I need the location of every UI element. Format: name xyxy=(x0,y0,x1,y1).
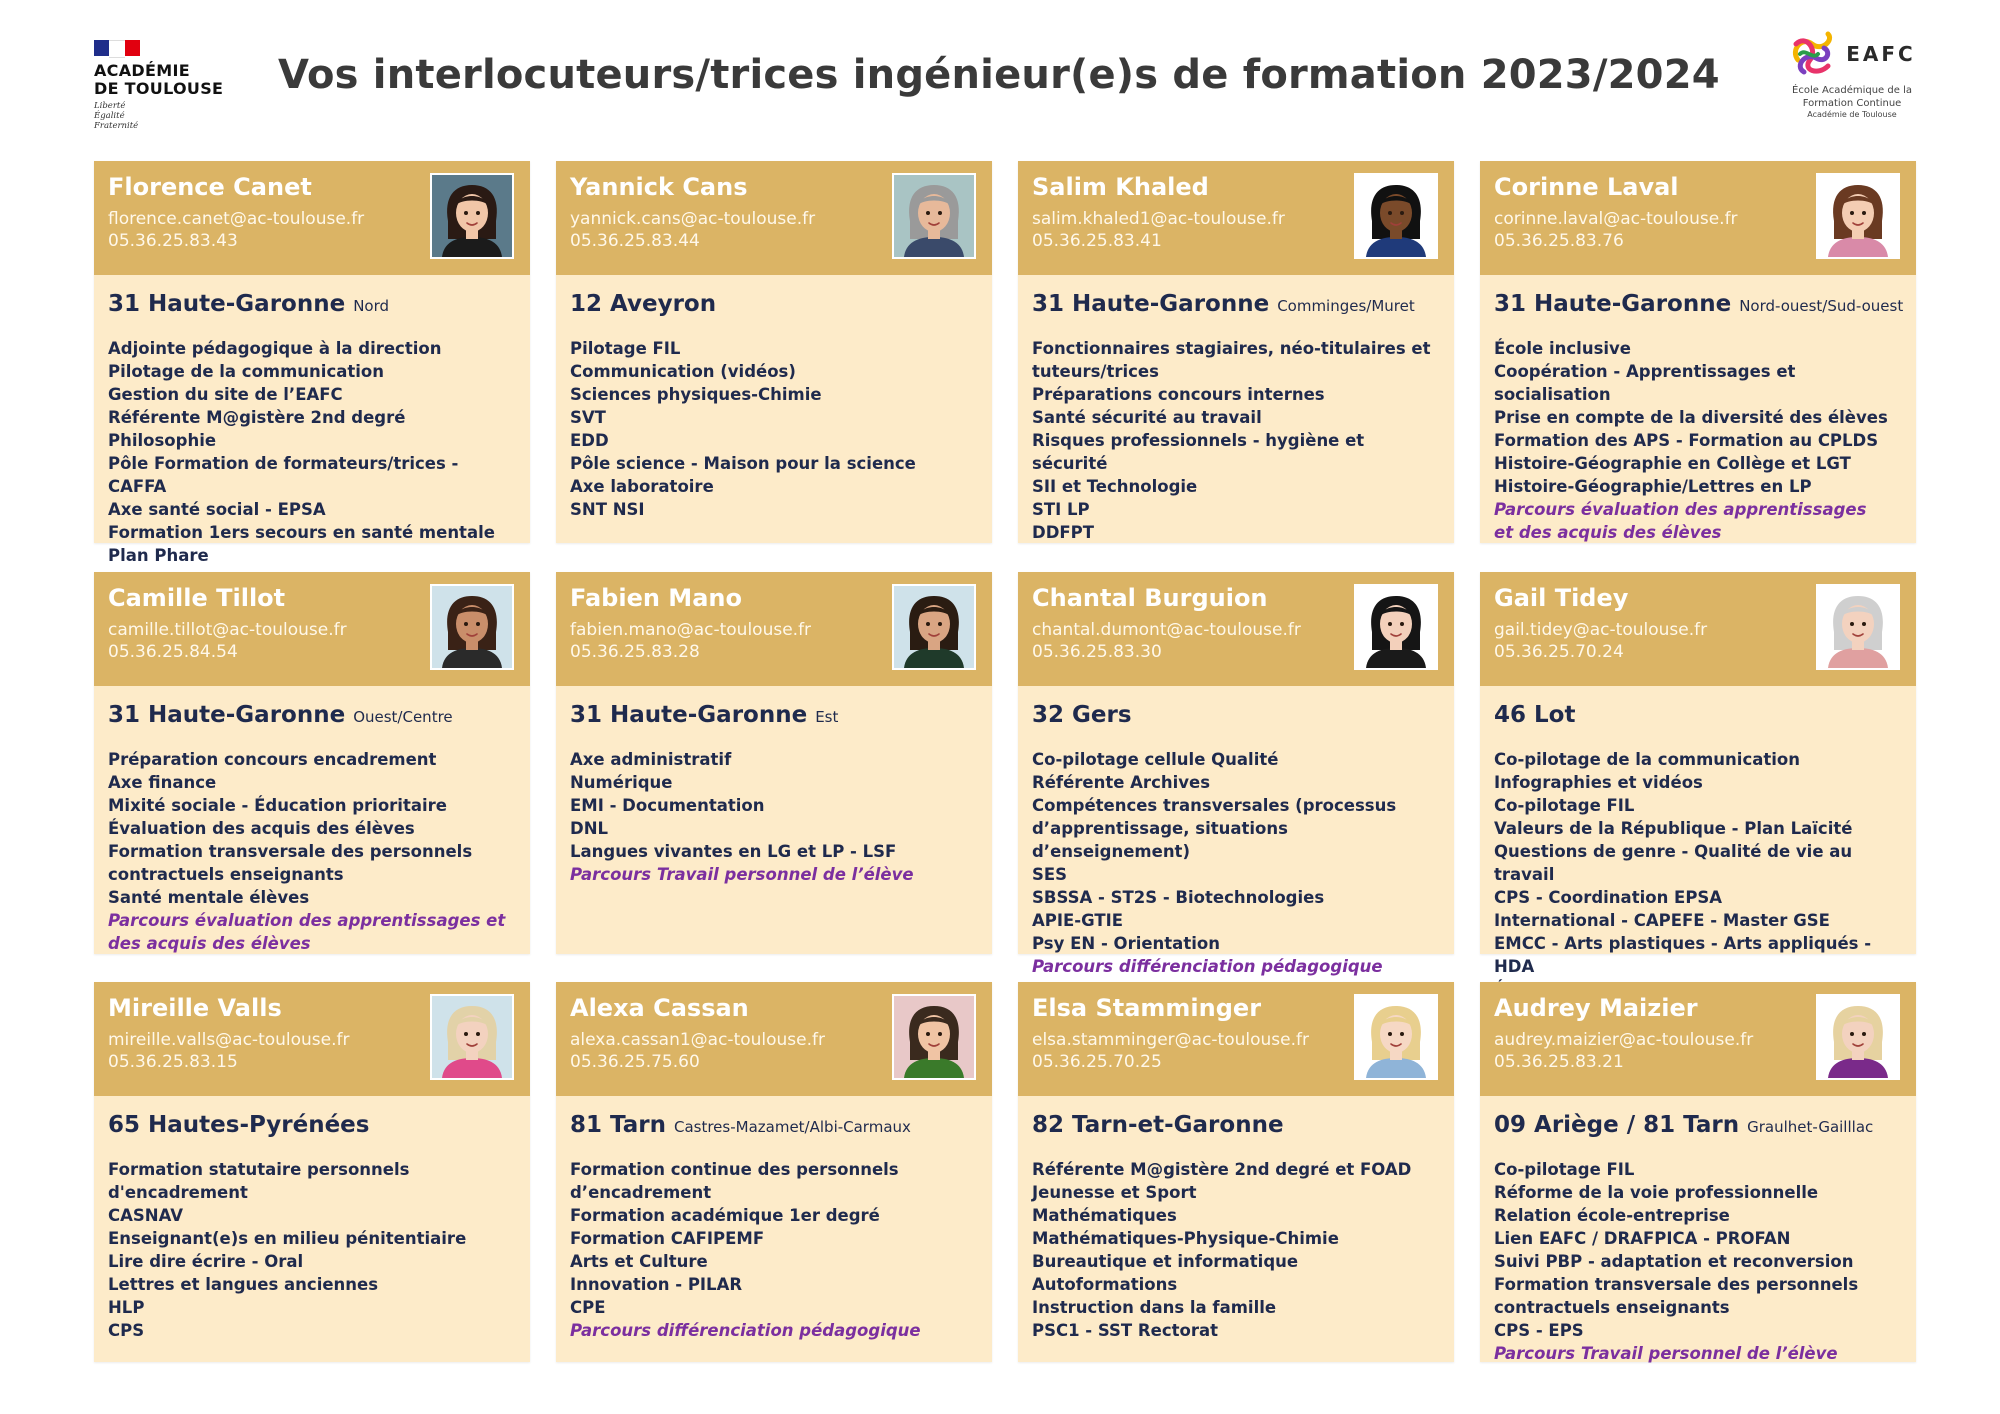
responsibility-item: Parcours Travail personnel de l’élève xyxy=(1494,1344,1838,1363)
responsibility-item: SBSSA - ST2S - Biotechnologies xyxy=(1032,888,1325,907)
eafc-knot-icon xyxy=(1788,30,1836,78)
responsibility-item: Parcours différenciation pédagogique xyxy=(1032,957,1383,976)
responsibility-item: Préparations concours internes xyxy=(1032,385,1325,404)
department-line xyxy=(1032,1112,1440,1138)
responsibility-item: Relation école-entreprise xyxy=(1494,1206,1730,1225)
card-body xyxy=(1018,291,1454,544)
responsibility-item: Innovation - PILAR xyxy=(570,1275,743,1294)
responsibility-item: DNL xyxy=(570,819,609,838)
responsibility-item: et des acquis des élèves xyxy=(1494,523,1722,542)
department-name: 31 Haute-Garonne xyxy=(108,291,346,317)
card-body xyxy=(1480,1112,1916,1365)
responsibility-item: Lire dire écrire - Oral xyxy=(108,1252,304,1271)
responsibility-list xyxy=(1494,337,1902,544)
responsibility-list xyxy=(1032,1158,1440,1342)
responsibility-item: DDFPT xyxy=(1032,523,1095,542)
email-link[interactable]: alexa.cassan1@ac-toulouse.fr xyxy=(570,1030,825,1050)
responsibility-item: Mathématiques xyxy=(1032,1206,1177,1225)
card-body xyxy=(1480,702,1916,1001)
responsibility-list xyxy=(570,1158,978,1342)
card-header xyxy=(556,982,992,1096)
responsibility-item: Histoire-Géographie/Lettres en LP xyxy=(1494,477,1812,496)
responsibility-item: Référente Archives xyxy=(1032,773,1211,792)
person-name: Yannick Cans xyxy=(570,173,748,201)
department-line xyxy=(108,291,516,317)
person-portrait-icon xyxy=(1818,175,1898,257)
contact-card-1 xyxy=(556,161,992,543)
responsibility-item: Histoire-Géographie en Collège et LGT xyxy=(1494,454,1851,473)
avatar xyxy=(430,994,514,1080)
department-line xyxy=(570,291,978,317)
responsibility-item: Parcours différenciation pédagogique xyxy=(570,1321,921,1340)
responsibility-item: Instruction dans la famille xyxy=(1032,1298,1277,1317)
responsibility-item: SNT NSI xyxy=(570,500,645,519)
department-name: 31 Haute-Garonne xyxy=(570,702,808,728)
department-subzone: Nord xyxy=(353,297,390,315)
department-name: 31 Haute-Garonne xyxy=(108,702,346,728)
responsibility-item: Fonctionnaires stagiaires, néo-titulaires et xyxy=(1032,339,1431,358)
responsibility-item: d’apprentissage, situations d’enseignement) xyxy=(1032,819,1288,861)
contact-card-9 xyxy=(556,982,992,1362)
person-name: Camille Tillot xyxy=(108,584,286,612)
department-name: 31 Haute-Garonne xyxy=(1494,291,1732,317)
avatar xyxy=(892,994,976,1080)
card-body xyxy=(1018,702,1454,978)
responsibility-item: Lien EAFC / DRAFPICA - PROFAN xyxy=(1494,1229,1791,1248)
person-name: Chantal Burguion xyxy=(1032,584,1268,612)
responsibility-item: Évaluation des acquis des élèves xyxy=(108,819,415,838)
french-flag-icon xyxy=(94,40,140,56)
responsibility-item: Arts et Culture xyxy=(570,1252,708,1271)
responsibility-item: Formation statutaire personnels xyxy=(108,1160,410,1179)
responsibility-item: Compétences transversales (processus xyxy=(1032,796,1397,815)
person-portrait-icon xyxy=(432,586,512,668)
card-header xyxy=(1018,161,1454,275)
contact-card-0 xyxy=(94,161,530,565)
responsibility-item: Sciences physiques-Chimie xyxy=(570,385,822,404)
responsibility-item: Communication (vidéos) xyxy=(570,362,796,381)
person-portrait-icon xyxy=(894,996,974,1078)
contact-card-2 xyxy=(1018,161,1454,543)
eafc-subtitle xyxy=(1772,84,1932,110)
responsibility-item: Autoformations xyxy=(1032,1275,1178,1294)
phone-number: 05.36.25.83.21 xyxy=(1494,1052,1624,1072)
responsibility-item: Référente M@gistère 2nd degré et FOAD xyxy=(1032,1160,1412,1179)
responsibility-item: Risques professionnels - hygiène et sécurité xyxy=(1032,431,1365,473)
department-line xyxy=(108,1112,516,1138)
responsibility-item: Valeurs de la République - Plan Laïcité xyxy=(1494,819,1853,838)
eafc-logo xyxy=(1772,30,1932,119)
responsibility-item: Formation des APS - Formation au CPLDS xyxy=(1494,431,1879,450)
responsibility-item: Mathématiques-Physique-Chimie xyxy=(1032,1229,1339,1248)
responsibility-item: Prise en compte de la diversité des élèves xyxy=(1494,408,1888,427)
person-name: Elsa Stamminger xyxy=(1032,994,1262,1022)
person-name: Alexa Cassan xyxy=(570,994,749,1022)
email-link[interactable]: mireille.valls@ac-toulouse.fr xyxy=(108,1030,350,1050)
email-link[interactable]: fabien.mano@ac-toulouse.fr xyxy=(570,620,812,640)
responsibility-list xyxy=(108,1158,516,1342)
responsibility-item: Langues vivantes en LG et LP - LSF xyxy=(570,842,897,861)
department-line xyxy=(570,1112,978,1138)
eafc-sub-1: École Académique de la xyxy=(1792,85,1912,96)
responsibility-item: Bureautique et informatique xyxy=(1032,1252,1299,1271)
responsibility-item: d’encadrement xyxy=(570,1183,712,1202)
responsibility-item: Co-pilotage de la communication xyxy=(1494,750,1800,769)
responsibility-list xyxy=(108,337,516,567)
responsibility-item: Formation transversale des personnels xyxy=(1494,1275,1859,1294)
email-link[interactable]: chantal.dumont@ac-toulouse.fr xyxy=(1032,620,1301,640)
phone-number: 05.36.25.75.60 xyxy=(570,1052,700,1072)
person-portrait-icon xyxy=(894,586,974,668)
card-body xyxy=(94,1112,530,1342)
person-portrait-icon xyxy=(1356,175,1436,257)
person-portrait-icon xyxy=(894,175,974,257)
email-link[interactable]: camille.tillot@ac-toulouse.fr xyxy=(108,620,347,640)
card-body xyxy=(556,702,992,886)
contact-card-6 xyxy=(1018,572,1454,976)
responsibility-list xyxy=(570,748,978,886)
responsibility-item: Axe administratif xyxy=(570,750,732,769)
responsibility-item: Parcours évaluation des apprentissages et xyxy=(108,911,506,930)
department-line xyxy=(1494,702,1902,728)
responsibility-item: École inclusive xyxy=(1494,339,1631,358)
card-body xyxy=(1480,291,1916,544)
republic-motto xyxy=(94,101,244,131)
responsibility-list xyxy=(108,748,516,955)
email-link[interactable]: salim.khaled1@ac-toulouse.fr xyxy=(1032,209,1285,229)
department-line xyxy=(1032,291,1440,317)
department-subzone: Castres-Mazamet/Albi-Carmaux xyxy=(673,1118,911,1136)
responsibility-item: CPS - EPS xyxy=(1494,1321,1584,1340)
department-line xyxy=(108,702,516,728)
responsibility-item: tuteurs/trices xyxy=(1032,362,1159,381)
phone-number: 05.36.25.83.43 xyxy=(108,231,238,251)
card-header xyxy=(94,161,530,275)
department-name: 46 Lot xyxy=(1494,702,1576,728)
responsibility-item: CPS xyxy=(108,1321,145,1340)
responsibility-item: STI LP xyxy=(1032,500,1090,519)
contact-card-5 xyxy=(556,572,992,954)
card-header xyxy=(94,572,530,686)
responsibility-item: SII et Technologie xyxy=(1032,477,1198,496)
person-portrait-icon xyxy=(1356,996,1436,1078)
phone-number: 05.36.25.83.41 xyxy=(1032,231,1162,251)
department-subzone: Graulhet-Gailllac xyxy=(1747,1118,1874,1136)
department-subzone: Est xyxy=(815,708,839,726)
email-link[interactable]: corinne.laval@ac-toulouse.fr xyxy=(1494,209,1738,229)
page-title: Vos interlocuteurs/trices ingénieur(e)s de formation 2023/2024 xyxy=(278,52,1720,98)
eafc-name: EAFC xyxy=(1846,42,1916,66)
contact-card-7 xyxy=(1480,572,1916,976)
contact-card-4 xyxy=(94,572,530,954)
department-name: 09 Ariège / 81 Tarn xyxy=(1494,1112,1740,1138)
department-name: 65 Hautes-Pyrénées xyxy=(108,1112,370,1138)
responsibility-list xyxy=(570,337,978,521)
avatar xyxy=(892,173,976,259)
card-header xyxy=(1480,982,1916,1096)
email-link[interactable]: florence.canet@ac-toulouse.fr xyxy=(108,209,365,229)
responsibility-item: Santé mentale élèves xyxy=(108,888,310,907)
responsibility-item: Formation CAFIPEMF xyxy=(570,1229,765,1248)
responsibility-item: APIE-GTIE xyxy=(1032,911,1124,930)
person-portrait-icon xyxy=(1818,996,1898,1078)
responsibility-item: Numérique xyxy=(570,773,673,792)
academie-line-1: ACADÉMIE xyxy=(94,61,190,80)
responsibility-item: Suivi PBP - adaptation et reconversion xyxy=(1494,1252,1854,1271)
department-line xyxy=(570,702,978,728)
responsibility-item: Axe finance xyxy=(108,773,217,792)
responsibility-item: Préparation concours encadrement xyxy=(108,750,437,769)
responsibility-item: Adjointe pédagogique à la direction xyxy=(108,339,442,358)
person-name: Salim Khaled xyxy=(1032,173,1209,201)
responsibility-item: Axe laboratoire xyxy=(570,477,714,496)
responsibility-item: PSC1 - SST Rectorat xyxy=(1032,1321,1218,1340)
academie-logo xyxy=(94,40,244,131)
responsibility-item: Formation académique 1er degré xyxy=(570,1206,880,1225)
responsibility-item: Parcours Travail personnel de l’élève xyxy=(570,865,914,884)
responsibility-list xyxy=(1032,337,1440,544)
responsibility-item: Pilotage FIL xyxy=(570,339,681,358)
responsibility-item: Philosophie xyxy=(108,431,217,450)
person-name: Gail Tidey xyxy=(1494,584,1629,612)
contact-card-3 xyxy=(1480,161,1916,543)
responsibility-item: EDD xyxy=(570,431,609,450)
academie-name xyxy=(94,62,244,98)
department-name: 32 Gers xyxy=(1032,702,1132,728)
card-body xyxy=(94,702,530,955)
responsibility-item: Pôle Formation de formateurs/trices - CAFFA xyxy=(108,454,459,496)
person-portrait-icon xyxy=(432,175,512,257)
phone-number: 05.36.25.83.44 xyxy=(570,231,700,251)
responsibility-item: Infographies et vidéos xyxy=(1494,773,1703,792)
contact-card-8 xyxy=(94,982,530,1362)
phone-number: 05.36.25.84.54 xyxy=(108,642,238,662)
responsibility-list xyxy=(1494,748,1902,1001)
phone-number: 05.36.25.83.28 xyxy=(570,642,700,662)
phone-number: 05.36.25.83.76 xyxy=(1494,231,1624,251)
responsibility-item: Enseignant(e)s en milieu pénitentiaire xyxy=(108,1229,467,1248)
responsibility-item: Lettres et langues anciennes xyxy=(108,1275,379,1294)
responsibility-item: Réforme de la voie professionnelle xyxy=(1494,1183,1819,1202)
responsibility-item: International - CAPEFE - Master GSE xyxy=(1494,911,1830,930)
responsibility-item: d'encadrement xyxy=(108,1183,248,1202)
department-name: 31 Haute-Garonne xyxy=(1032,291,1270,317)
card-header xyxy=(94,982,530,1096)
responsibility-item: Gestion du site de l’EAFC xyxy=(108,385,343,404)
card-header xyxy=(1018,982,1454,1096)
responsibility-item: Formation 1ers secours en santé mentale xyxy=(108,523,495,542)
responsibility-item: Psy EN - Orientation xyxy=(1032,934,1220,953)
phone-number: 05.36.25.83.30 xyxy=(1032,642,1162,662)
responsibility-item: SES xyxy=(1032,865,1068,884)
responsibility-list xyxy=(1494,1158,1902,1365)
department-subzone: Comminges/Muret xyxy=(1277,297,1415,315)
responsibility-item: contractuels enseignants xyxy=(108,865,344,884)
motto-liberte: Liberté xyxy=(94,101,126,111)
email-link[interactable]: audrey.maizier@ac-toulouse.fr xyxy=(1494,1030,1754,1050)
card-body xyxy=(94,291,530,567)
department-subzone: Ouest/Centre xyxy=(353,708,453,726)
email-link[interactable]: gail.tidey@ac-toulouse.fr xyxy=(1494,620,1708,640)
responsibility-item: CPS - Coordination EPSA xyxy=(1494,888,1723,907)
person-name: Mireille Valls xyxy=(108,994,282,1022)
responsibility-item: Coopération - Apprentissages et socialisation xyxy=(1494,362,1796,404)
responsibility-item: Pilotage de la communication xyxy=(108,362,384,381)
responsibility-item: EMI - Documentation xyxy=(570,796,765,815)
motto-egalite: Égalité xyxy=(94,111,125,121)
person-portrait-icon xyxy=(432,996,512,1078)
phone-number: 05.36.25.83.15 xyxy=(108,1052,238,1072)
responsibility-item: des acquis des élèves xyxy=(108,934,311,953)
responsibility-item: CASNAV xyxy=(108,1206,183,1225)
person-name: Audrey Maizier xyxy=(1494,994,1698,1022)
responsibility-item: Référente M@gistère 2nd degré xyxy=(108,408,406,427)
card-header xyxy=(1480,161,1916,275)
person-portrait-icon xyxy=(1356,586,1436,668)
person-name: Florence Canet xyxy=(108,173,312,201)
motto-fraternite: Fraternité xyxy=(94,121,139,131)
responsibility-item: CPE xyxy=(570,1298,606,1317)
responsibility-item: Pôle science - Maison pour la science xyxy=(570,454,916,473)
avatar xyxy=(430,173,514,259)
responsibility-item: Plan Phare xyxy=(108,546,209,565)
responsibility-item: Co-pilotage FIL xyxy=(1494,1160,1635,1179)
responsibility-item: HLP xyxy=(108,1298,145,1317)
phone-number: 05.36.25.70.25 xyxy=(1032,1052,1162,1072)
card-header xyxy=(556,572,992,686)
responsibility-item: Questions de genre - Qualité de vie au travail xyxy=(1494,842,1853,884)
department-line xyxy=(1032,702,1440,728)
avatar xyxy=(892,584,976,670)
responsibility-item: Mixité sociale - Éducation prioritaire xyxy=(108,796,447,815)
responsibility-item: EMCC - Arts plastiques - Arts appliqués - HDA xyxy=(1494,934,1872,976)
responsibility-item: Santé sécurité au travail xyxy=(1032,408,1262,427)
responsibility-item: Co-pilotage cellule Qualité xyxy=(1032,750,1279,769)
avatar xyxy=(430,584,514,670)
card-body xyxy=(556,291,992,521)
eafc-sub-2: Formation Continue xyxy=(1802,98,1902,109)
person-name: Fabien Mano xyxy=(570,584,742,612)
avatar xyxy=(1816,994,1900,1080)
card-body xyxy=(556,1112,992,1342)
responsibility-item: Co-pilotage FIL xyxy=(1494,796,1635,815)
phone-number: 05.36.25.70.24 xyxy=(1494,642,1624,662)
avatar xyxy=(1816,173,1900,259)
responsibility-item: Formation transversale des personnels xyxy=(108,842,473,861)
contact-card-11 xyxy=(1480,982,1916,1362)
responsibility-item: contractuels enseignants xyxy=(1494,1298,1730,1317)
person-name: Corinne Laval xyxy=(1494,173,1679,201)
department-name: 82 Tarn-et-Garonne xyxy=(1032,1112,1284,1138)
department-subzone: Nord-ouest/Sud-ouest xyxy=(1739,297,1904,315)
responsibility-item: Jeunesse et Sport xyxy=(1032,1183,1197,1202)
card-header xyxy=(1018,572,1454,686)
department-name: 12 Aveyron xyxy=(570,291,717,317)
person-portrait-icon xyxy=(1818,586,1898,668)
responsibility-item: Formation continue des personnels xyxy=(570,1160,899,1179)
department-line xyxy=(1494,1112,1902,1138)
responsibility-item: Parcours évaluation des apprentissages xyxy=(1494,500,1867,519)
avatar xyxy=(1816,584,1900,670)
responsibility-list xyxy=(1032,748,1440,978)
email-link[interactable]: yannick.cans@ac-toulouse.fr xyxy=(570,209,816,229)
card-header xyxy=(1480,572,1916,686)
card-header xyxy=(556,161,992,275)
responsibility-item: SVT xyxy=(570,408,606,427)
academie-line-2: DE TOULOUSE xyxy=(94,79,224,98)
department-line xyxy=(1494,291,1902,317)
department-name: 81 Tarn xyxy=(570,1112,666,1138)
responsibility-item: Axe santé social - EPSA xyxy=(108,500,326,519)
card-body xyxy=(1018,1112,1454,1342)
email-link[interactable]: elsa.stamminger@ac-toulouse.fr xyxy=(1032,1030,1309,1050)
avatar xyxy=(1354,173,1438,259)
eafc-sub-3: Académie de Toulouse xyxy=(1807,110,1897,119)
avatar xyxy=(1354,994,1438,1080)
contact-card-10 xyxy=(1018,982,1454,1362)
avatar xyxy=(1354,584,1438,670)
